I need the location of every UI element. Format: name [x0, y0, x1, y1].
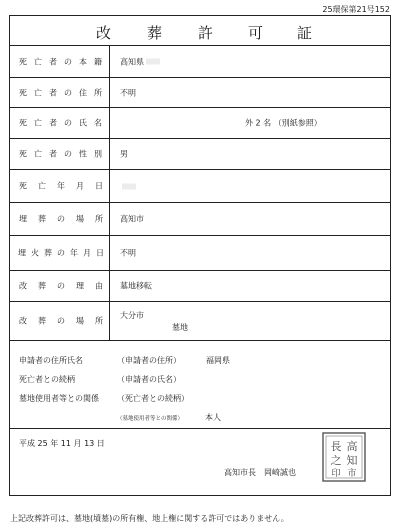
label-char: 由 [95, 281, 103, 291]
row-value: 墓地移転 [120, 281, 152, 291]
relation-paren: （死亡者との続柄） [117, 394, 189, 403]
label-char: 者 [49, 118, 57, 128]
label-char: 死 [19, 149, 27, 159]
seal-char: 之 [330, 454, 342, 467]
label-char: 亡 [34, 118, 42, 128]
label-char: の [57, 281, 65, 291]
label-char: 死 [19, 88, 27, 97]
row-death-date [10, 170, 390, 203]
row-label [10, 170, 110, 202]
label-char: 年 [70, 248, 78, 258]
label-char: 日 [95, 181, 103, 191]
title-char: 改 [96, 24, 112, 42]
label-char: 亡 [34, 57, 42, 66]
label-char: の [57, 316, 65, 326]
label-char: の [64, 118, 72, 128]
label-char: 籍 [94, 57, 102, 66]
row-sex [10, 139, 390, 170]
label-char: 場 [76, 316, 84, 326]
label-char: の [64, 149, 72, 159]
label-char: 者 [49, 57, 57, 66]
seal-char: 長 [330, 440, 342, 453]
row-value [120, 182, 136, 191]
label-char: 性 [79, 149, 87, 159]
seal-char: 高 [346, 440, 358, 453]
title-char: 葬 [147, 24, 163, 42]
row-domicile [10, 46, 390, 78]
label-char: 者 [49, 88, 57, 97]
label-char: 改 [19, 281, 27, 291]
document-number: 25環保第21号152 [322, 5, 390, 14]
label-char: 月 [76, 181, 84, 191]
row-label [10, 46, 110, 77]
label-char: 名 [94, 118, 102, 128]
seal-char: 知 [346, 454, 358, 467]
label-char: 月 [83, 248, 91, 258]
row-label [10, 271, 110, 301]
applicant-label: 申請者の住所氏名 [19, 356, 83, 365]
relation-label: 死亡者との続柄 [19, 375, 75, 384]
label-char: 葬 [44, 248, 52, 258]
label-char: 日 [96, 248, 104, 258]
label-char: 理 [76, 281, 84, 291]
official-seal [322, 432, 366, 482]
row-value: 不明 [120, 88, 136, 97]
applicant-block [10, 341, 390, 429]
title-char: 許 [198, 24, 214, 42]
label-char: 埋 [19, 214, 27, 224]
label-char: 所 [94, 88, 102, 97]
row-burial-date [10, 236, 390, 271]
row-value: 高知県 [120, 56, 160, 67]
seal-char: 市 [347, 469, 357, 479]
label-char: 所 [95, 316, 103, 326]
applicant-address-value: 福岡県 [206, 356, 230, 365]
label-char: 亡 [34, 88, 42, 97]
label-char: 改 [19, 316, 27, 326]
row-label [10, 78, 110, 107]
label-char: 亡 [38, 181, 46, 191]
row-label [10, 139, 110, 169]
label-char: 埋 [18, 248, 26, 258]
label-char: の [57, 214, 65, 224]
label-char: 葬 [38, 214, 46, 224]
row-value-2: 墓地 [172, 323, 188, 332]
row-burial-place [10, 203, 390, 236]
user-relation-value: 本人 [205, 413, 221, 422]
title-char: 証 [297, 24, 313, 42]
row-value: 不明 [120, 248, 136, 258]
applicant-address-paren: （申請者の住所） [117, 356, 181, 365]
page-title [10, 16, 390, 46]
label-char: 所 [95, 214, 103, 224]
title-char: 可 [248, 24, 264, 42]
issue-date: 平成 25 年 11 月 13 日 [19, 439, 105, 448]
seal-char: 印 [331, 469, 341, 479]
row-name [10, 108, 390, 139]
issuer-name: 高知市長 岡崎誠也 [224, 468, 296, 477]
label-char: 本 [79, 57, 87, 66]
row-address [10, 78, 390, 108]
footer-note: 上記改葬許可は、墓地(墳墓)の所有権、地上権に関する許可ではありません。 [10, 514, 289, 523]
label-char: 住 [79, 88, 87, 97]
label-char: の [64, 88, 72, 97]
permit-form [9, 15, 391, 496]
row-reason [10, 271, 390, 302]
label-char: 葬 [38, 281, 46, 291]
row-value: 男 [120, 149, 128, 159]
label-char: 年 [57, 181, 65, 191]
row-label [10, 302, 110, 340]
label-char: 場 [76, 214, 84, 224]
label-char: 亡 [34, 149, 42, 159]
label-char: の [57, 248, 65, 258]
label-char: 氏 [79, 118, 87, 128]
label-char: の [64, 57, 72, 66]
user-relation-label: 墓地使用者等との関係 [19, 394, 99, 403]
row-label [10, 203, 110, 235]
row-reburial-place [10, 302, 390, 341]
applicant-name-paren: （申請者の氏名） [117, 375, 181, 384]
row-value: 外 2 名 （別紙参照） [245, 118, 322, 128]
label-char: 別 [94, 149, 102, 159]
label-char: 死 [19, 57, 27, 66]
row-value: 大分市 [120, 311, 144, 320]
label-char: 葬 [38, 316, 46, 326]
row-label [10, 108, 110, 138]
user-relation-paren: （墓地使用者等との関係） [117, 416, 184, 422]
row-value: 高知市 [120, 214, 144, 224]
label-char: 死 [19, 181, 27, 191]
label-char: 火 [31, 248, 39, 258]
row-label [10, 236, 110, 270]
label-char: 死 [19, 118, 27, 128]
label-char: 者 [49, 149, 57, 159]
